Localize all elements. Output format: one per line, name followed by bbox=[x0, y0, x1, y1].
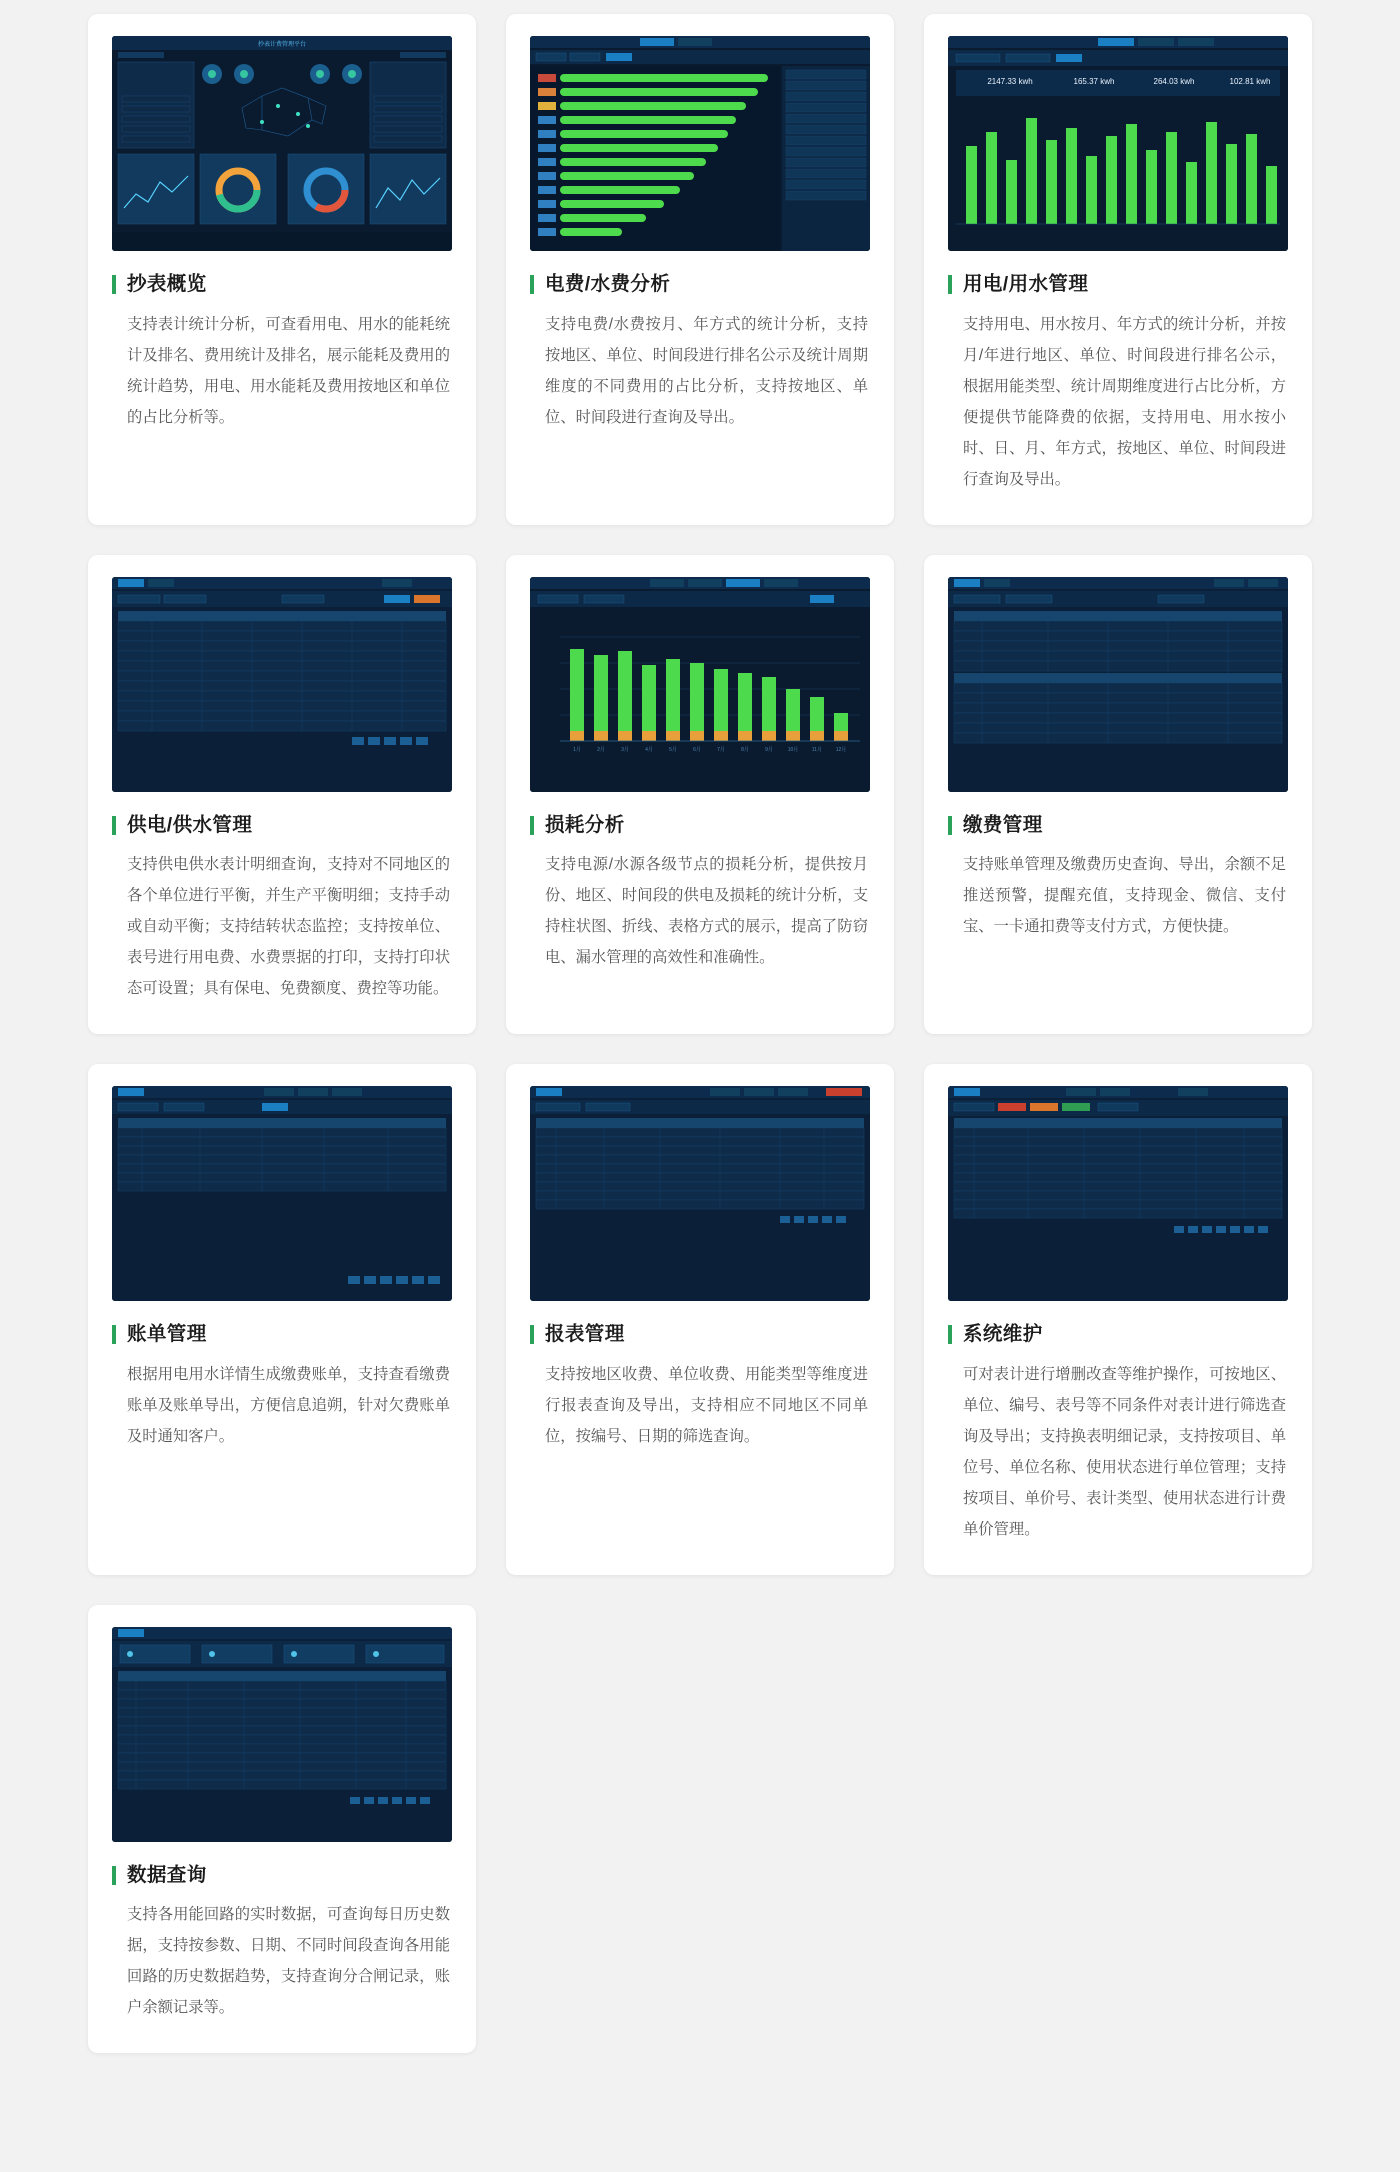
bill-table-thumbnail bbox=[112, 1086, 452, 1301]
card-description: 根据用电用水详情生成缴费账单，支持查看缴费账单及账单导出，方便信息追朔，针对欠费账单及时通知客户。 bbox=[127, 1365, 450, 1445]
data-query-table-thumbnail bbox=[112, 1627, 452, 1842]
feature-card[interactable] bbox=[88, 14, 476, 525]
svg-text:12月: 12月 bbox=[835, 746, 847, 753]
card-title: 供电/供水管理 bbox=[127, 813, 253, 836]
svg-text:9月: 9月 bbox=[765, 746, 773, 753]
feature-card[interactable] bbox=[88, 1605, 476, 2054]
accent-bar bbox=[112, 275, 116, 294]
accent-bar bbox=[530, 275, 534, 294]
accent-bar bbox=[112, 1866, 116, 1885]
card-title: 电费/水费分析 bbox=[545, 273, 671, 295]
feature-card[interactable] bbox=[506, 555, 894, 1035]
svg-text:10月: 10月 bbox=[787, 746, 799, 753]
svg-text:2月: 2月 bbox=[597, 746, 605, 753]
feature-card[interactable] bbox=[506, 14, 894, 525]
feature-card-grid bbox=[88, 14, 1312, 2053]
svg-text:8月: 8月 bbox=[741, 746, 749, 753]
card-header bbox=[112, 1325, 452, 1345]
svg-text:抄表计费管理平台: 抄表计费管理平台 bbox=[257, 42, 307, 48]
svg-text:6月: 6月 bbox=[693, 746, 701, 753]
accent-bar bbox=[112, 1325, 116, 1344]
card-description: 支持按地区收费、单位收费、用能类型等维度进行报表查询及导出，支持相应不同地区不同单位，按编号、日期的筛选查询。 bbox=[545, 1365, 868, 1445]
card-title: 抄表概览 bbox=[127, 273, 207, 295]
card-description: 支持各用能回路的实时数据，可查询每日历史数据，支持按参数、日期、不同时间段查询各用能回路的历史数据趋势，支持查询分合闸记录，账户余额记录等。 bbox=[127, 1906, 450, 2016]
card-description: 支持供电供水表计明细查询，支持对不同地区的各个单位进行平衡，并生产平衡明细；支持手动或自动平衡；支持结转状态监控；支持按单位、表号进行用电费、水费票据的打印，支持打印状态可设置；具有保电、免费额度、费控等功能。 bbox=[127, 856, 450, 997]
card-description: 支持账单管理及缴费历史查询、导出，余额不足推送预警，提醒充值，支持现金、微信、支付宝、一卡通扣费等支付方式，方便快捷。 bbox=[963, 856, 1286, 935]
report-table-thumbnail bbox=[530, 1086, 870, 1301]
card-header bbox=[530, 813, 870, 836]
accent-bar bbox=[948, 1325, 952, 1344]
card-title: 数据查询 bbox=[127, 1863, 207, 1886]
card-header bbox=[112, 275, 452, 295]
card-header bbox=[948, 275, 1288, 295]
vertical-bar-usage-thumbnail bbox=[948, 36, 1288, 251]
accent-bar bbox=[948, 816, 952, 835]
feature-card[interactable] bbox=[924, 1064, 1312, 1575]
svg-text:2147.33 kwh: 2147.33 kwh bbox=[987, 77, 1033, 86]
accent-bar bbox=[530, 816, 534, 835]
card-description: 支持电费/水费按月、年方式的统计分析，支持按地区、单位、时间段进行排名公示及统计周期维度的不同费用的占比分析，支持按地区、单位、时间段进行查询及导出。 bbox=[545, 315, 868, 426]
card-title: 用电/用水管理 bbox=[963, 273, 1089, 295]
card-header bbox=[112, 813, 452, 836]
card-header bbox=[112, 1863, 452, 1886]
card-title: 报表管理 bbox=[545, 1323, 625, 1345]
accent-bar bbox=[948, 275, 952, 294]
payment-table-thumbnail bbox=[948, 577, 1288, 792]
accent-bar bbox=[530, 1325, 534, 1344]
card-title: 损耗分析 bbox=[545, 813, 625, 836]
feature-card[interactable] bbox=[506, 1064, 894, 1575]
card-header bbox=[530, 1325, 870, 1345]
card-description: 支持用电、用水按月、年方式的统计分析，并按月/年进行地区、单位、时间段进行排名公示，根据用能类型、统计周期维度进行占比分析，方便提供节能降费的依据，支持用电、用水按小时、日、月、年方式，按地区、单位、时间段进行查询及导出。 bbox=[963, 315, 1286, 488]
card-description: 支持电源/水源各级节点的损耗分析，提供按月份、地区、时间段的供电及损耗的统计分析，支持柱状图、折线、表格方式的展示，提高了防窃电、漏水管理的高效性和准确性。 bbox=[545, 856, 868, 966]
maintenance-table-thumbnail bbox=[948, 1086, 1288, 1301]
loss-bar-chart-thumbnail bbox=[530, 577, 870, 792]
svg-text:4月: 4月 bbox=[645, 746, 653, 753]
svg-text:7月: 7月 bbox=[717, 746, 725, 753]
svg-text:11月: 11月 bbox=[811, 746, 823, 753]
card-title: 缴费管理 bbox=[963, 813, 1043, 836]
feature-card[interactable] bbox=[924, 555, 1312, 1035]
horizontal-bar-ranking-thumbnail bbox=[530, 36, 870, 251]
card-description: 支持表计统计分析，可查看用电、用水的能耗统计及排名、费用统计及排名，展示能耗及费用的统计趋势，用电、用水能耗及费用按地区和单位的占比分析等。 bbox=[127, 315, 450, 426]
svg-text:165.37 kwh: 165.37 kwh bbox=[1073, 77, 1115, 86]
svg-text:102.81 kwh: 102.81 kwh bbox=[1229, 77, 1271, 86]
feature-card[interactable] bbox=[924, 14, 1312, 525]
card-header bbox=[948, 813, 1288, 836]
svg-text:264.03 kwh: 264.03 kwh bbox=[1153, 77, 1195, 86]
card-header bbox=[530, 275, 870, 295]
card-title: 账单管理 bbox=[127, 1323, 207, 1345]
svg-text:3月: 3月 bbox=[621, 746, 629, 753]
supply-table-thumbnail bbox=[112, 577, 452, 792]
svg-text:5月: 5月 bbox=[669, 746, 677, 753]
accent-bar bbox=[112, 816, 116, 835]
feature-card[interactable] bbox=[88, 555, 476, 1035]
feature-card[interactable] bbox=[88, 1064, 476, 1575]
svg-text:1月: 1月 bbox=[573, 746, 581, 753]
card-title: 系统维护 bbox=[963, 1323, 1043, 1345]
card-description: 可对表计进行增删改查等维护操作，可按地区、单位、编号、表号等不同条件对表计进行筛选查询及导出；支持换表明细记录，支持按项目、单位号、单位名称、使用状态进行单位管理；支持按项目、单价号、表计类型、使用状态进行计费单价管理。 bbox=[963, 1365, 1286, 1538]
dashboard-map-thumbnail bbox=[112, 36, 452, 251]
card-header bbox=[948, 1325, 1288, 1345]
